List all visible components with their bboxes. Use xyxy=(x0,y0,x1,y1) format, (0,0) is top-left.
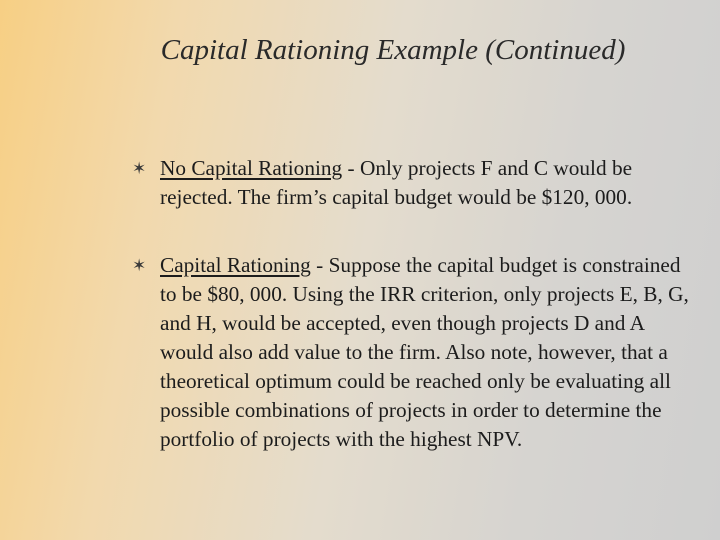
star-bullet-icon: ✶ xyxy=(132,256,147,275)
bullet-term: No Capital Rationing xyxy=(160,156,343,180)
bullet-no-capital-rationing xyxy=(132,154,692,212)
star-bullet-icon: ✶ xyxy=(132,159,147,178)
bullet-list xyxy=(132,154,692,454)
slide-title: Capital Rationing Example (Continued) xyxy=(160,34,626,66)
bullet-term: Capital Rationing xyxy=(160,253,311,277)
bullet-text: - Only projects F and C would be rejected. The firm’s capital budget would be $120, 000. xyxy=(160,156,633,209)
bullet-capital-rationing xyxy=(132,251,692,454)
bullet-text: - Suppose the capital budget is constrained to be $80, 000. Using the IRR criterion, only projects E, B, G, and H, would be accepted, even though projects D and A would also add value to the firm. Also note, however, that a theoretical optimum could be reached only be evaluating all possible combinations of projects in order to determine the portfolio of projects with the highest NPV. xyxy=(160,253,689,451)
